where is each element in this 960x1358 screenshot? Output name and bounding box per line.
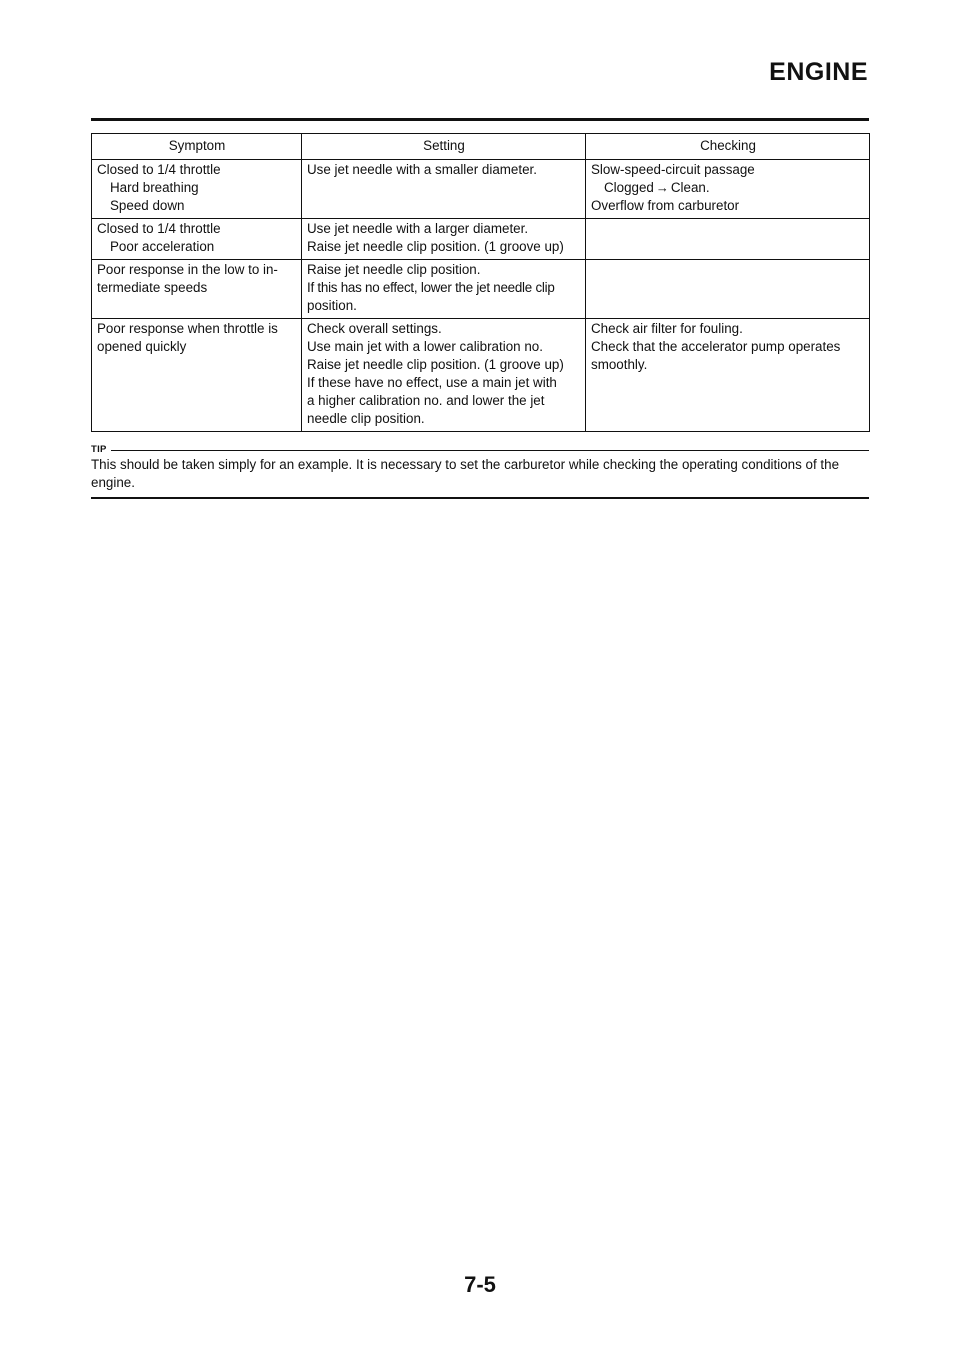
cell-line: Speed down [110,198,185,213]
cell-line: Poor response in the low to in- [97,262,278,277]
symptom-cell [92,219,302,260]
cell-line: If these have no effect, use a main jet with [307,375,557,390]
tip-label: TIP [91,443,107,455]
cell-line: Raise jet needle clip position. (1 groove up) [307,357,564,372]
header-rule [91,118,869,121]
cell-line: Use jet needle with a smaller diameter. [307,162,537,177]
setting-cell [302,219,586,260]
setting-cell [302,260,586,319]
table-row [92,160,870,219]
cell-line: Raise jet needle clip position. (1 groove up) [307,239,564,254]
cell-text: Clogged [604,180,654,195]
cell-line: Check air filter for fouling. [591,321,743,336]
cell-line: If this has no effect, lower the jet needle clip [307,280,555,295]
cell-line: needle clip position. [307,411,425,426]
cell-line: opened quickly [97,339,187,354]
checking-cell [586,160,870,219]
setting-cell [302,160,586,219]
setting-cell [302,319,586,432]
cell-line: Slow-speed-circuit passage [591,162,755,177]
cell-line [591,179,865,197]
table-row [92,219,870,260]
column-header-setting: Setting [302,134,586,160]
cell-line: Overflow from carburetor [591,198,740,213]
table-row [92,260,870,319]
page-title: ENGINE [769,58,868,86]
cell-line: Poor acceleration [110,239,215,254]
cell-line: Raise jet needle clip position. [307,262,481,277]
checking-cell [586,260,870,319]
right-arrow-icon: → [655,180,669,195]
tip-header [91,442,869,456]
table-header-row [92,134,870,160]
cell-line: termediate speeds [97,280,208,295]
settings-table [91,133,870,432]
tip-text: This should be taken simply for an example. It is necessary to set the carburetor while checking the operating conditions of the engine. [91,457,840,490]
cell-line: position. [307,298,357,313]
symptom-cell [92,260,302,319]
cell-line: Use jet needle with a larger diameter. [307,221,529,236]
cell-line: Closed to 1/4 throttle [97,221,221,236]
checking-cell [586,319,870,432]
cell-line: Closed to 1/4 throttle [97,162,221,177]
column-header-checking: Checking [586,134,870,160]
cell-line: smoothly. [591,357,648,372]
checking-cell [586,219,870,260]
symptom-cell [92,319,302,432]
cell-text: Clean. [670,180,710,195]
tip-rule [111,450,869,451]
tip-bottom-rule [91,497,869,499]
cell-line: Use main jet with a lower calibration no. [307,339,543,354]
table-row [92,319,870,432]
cell-line: a higher calibration no. and lower the jet [307,393,545,408]
cell-line: Check overall settings. [307,321,442,336]
tip-block [91,442,869,499]
cell-line: Poor response when throttle is [97,321,278,336]
cell-line: Check that the accelerator pump operates [591,339,841,354]
cell-line: Hard breathing [110,180,199,195]
symptom-cell [92,160,302,219]
column-header-symptom: Symptom [92,134,302,160]
page-number: 7-5 [464,1272,496,1297]
